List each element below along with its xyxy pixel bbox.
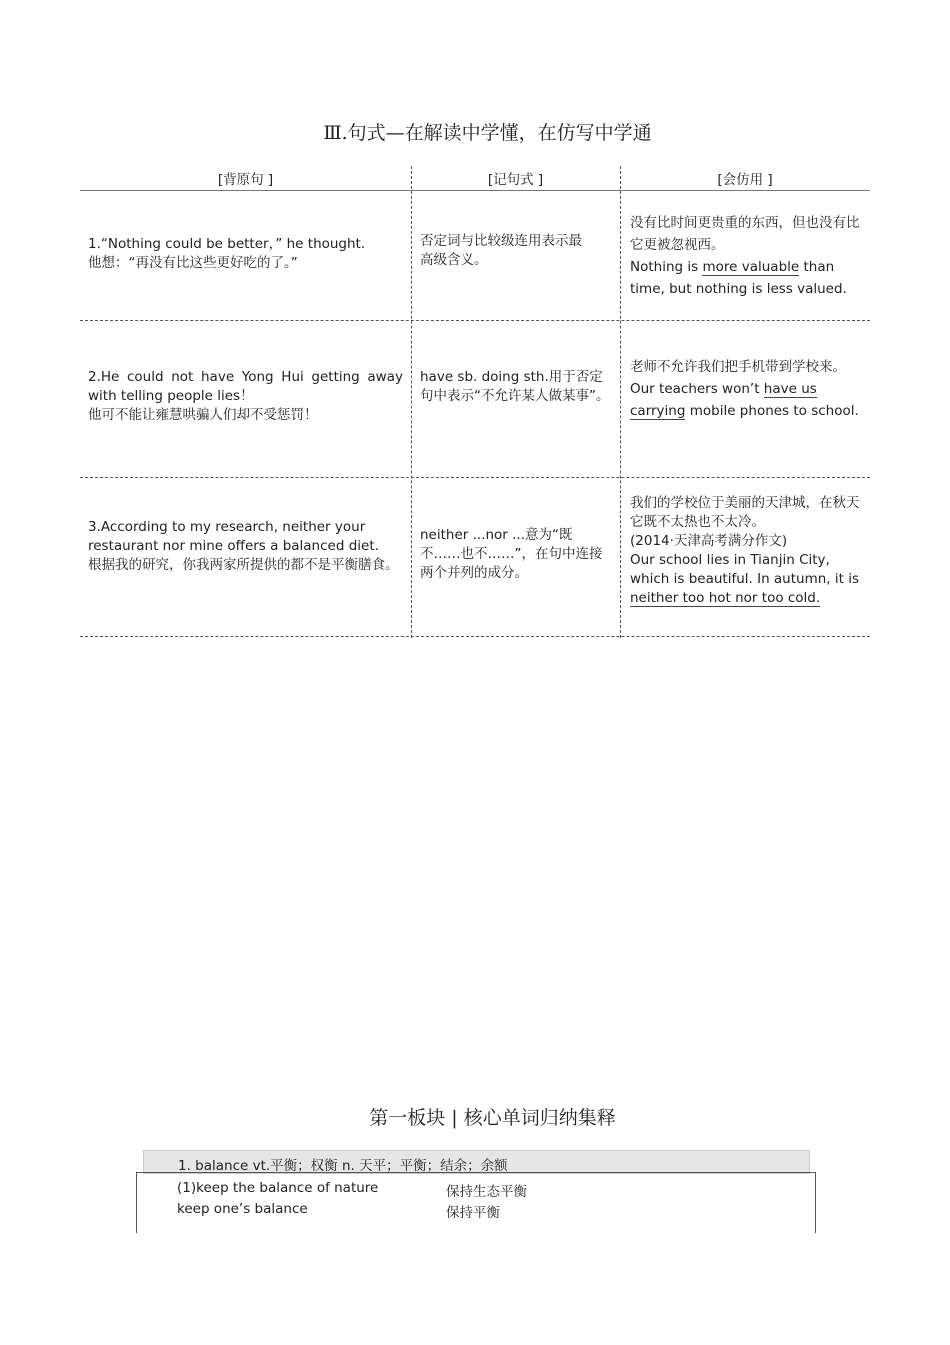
row1-original	[88, 235, 403, 273]
original-zh: 根据我的研究，你我两家所提供的都不是平衡膳食。	[88, 557, 399, 573]
header-divider	[80, 190, 870, 191]
sentence-table	[80, 160, 870, 640]
column-divider	[411, 166, 412, 638]
practice-answer: neither too hot nor too cold.	[630, 590, 821, 606]
original-en: 3.According to my research, neither your restaurant nor mine offers a balanced diet.	[88, 519, 379, 554]
header-original: [背原句 ]	[217, 172, 274, 188]
phrase-en: keep one’s balance	[177, 1201, 308, 1217]
row3-pattern: neither ...nor ...意为“既不……也不……”，在句中连接两个并列的成分。	[420, 527, 603, 581]
row-divider	[80, 477, 870, 478]
word-headline: 1. balance vt.平衡；权衡 n. 天平；平衡；结余；余额	[178, 1158, 508, 1174]
practice-zh: 我们的学校位于美丽的天津城，在秋天它既不太热也不太冷。	[630, 495, 860, 530]
practice-answer: more valuable	[702, 259, 800, 275]
phrase-zh: 保持生态平衡	[446, 1184, 527, 1200]
header-practice: [会仿用 ]	[717, 172, 773, 188]
original-zh: 他想：“再没有比这些更好吃的了。”	[88, 255, 298, 271]
row2-original	[88, 368, 403, 425]
phrase-box	[136, 1172, 816, 1233]
row-divider	[80, 320, 870, 321]
practice-en: Our school lies in Tianjin City, which is beautiful. In autumn, it is	[630, 552, 859, 587]
practice-en: Our teachers won’t	[630, 381, 760, 397]
practice-source: (2014·天津高考满分作文)	[630, 533, 788, 549]
original-zh: 他可不能让雍慧哄骗人们却不受惩罚！	[88, 407, 318, 423]
practice-zh: 老师不允许我们把手机带到学校来。	[630, 359, 846, 375]
original-en: 2.He could not have Yong Hui getting away with telling people lies！	[88, 369, 403, 404]
table-bottom-border	[80, 636, 870, 637]
practice-zh: 没有比时间更贵重的东西，但也没有比它更被忽视西。	[630, 215, 860, 253]
phrase-en: (1)keep the balance of nature	[177, 1180, 379, 1196]
practice-en: mobile phones to school.	[689, 403, 859, 419]
original-en: 1.“Nothing could be better，” he thought.	[88, 236, 366, 252]
section-title: 第一板块 | 核心单词归纳集释	[369, 1107, 616, 1129]
row1-practice	[630, 212, 862, 300]
row2-pattern: have sb. doing sth.用于否定句中表示“不允许某人做某事”。	[420, 369, 610, 404]
phrase-zh: 保持平衡	[446, 1205, 500, 1221]
word-headline-bar	[143, 1150, 810, 1174]
row3-original	[88, 518, 403, 575]
row3-practice	[630, 494, 862, 608]
column-divider	[620, 166, 621, 638]
header-pattern: [记句式 ]	[487, 172, 544, 188]
practice-en: Nothing is	[630, 259, 699, 275]
page-title: Ⅲ.句式—在解读中学懂，在仿写中学通	[323, 122, 652, 144]
practice-en: than time, but nothing is less valued.	[630, 259, 847, 297]
row1-pattern: 否定词与比较级连用表示最高级含义。	[420, 233, 582, 268]
row2-practice	[630, 356, 862, 422]
practice-answer: have us carrying	[630, 381, 817, 419]
